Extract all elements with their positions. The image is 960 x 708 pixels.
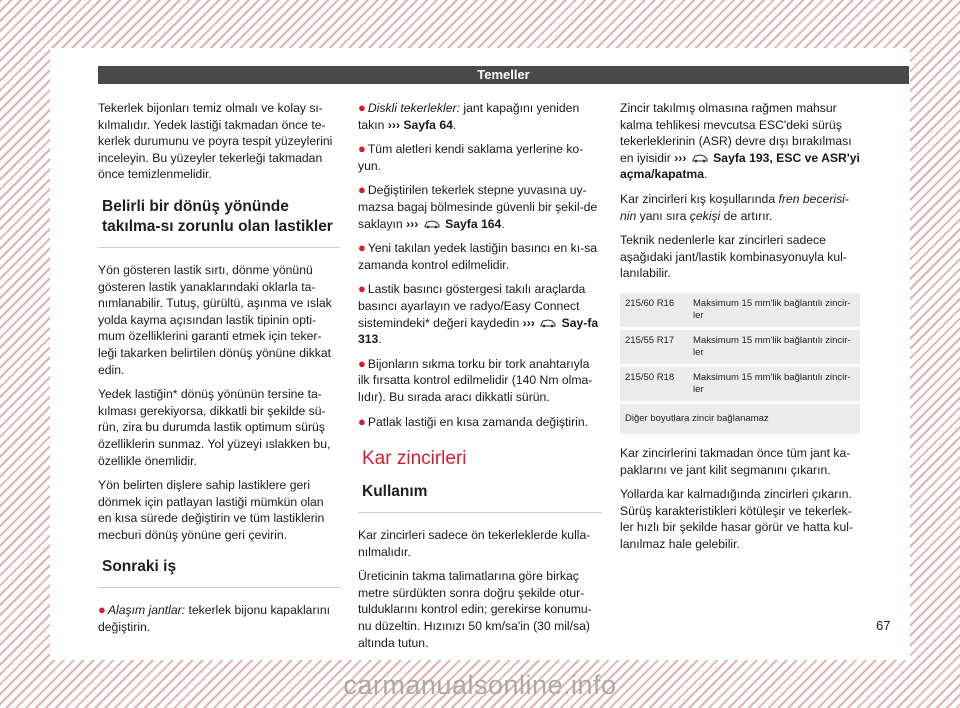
table-row (620, 293, 860, 327)
warning-car-icon (539, 316, 557, 328)
paragraph-text: Zincir takılmış olmasına rağmen mahsur kalma tehlikesi mevcutsa ESC'deki sürüş tekerleklerinin (ASR) devre dışı bırakılması en iyisidir (620, 101, 852, 165)
bullet-icon: ● (358, 141, 366, 157)
bullet-text: Yeni takılan yedek lastiğin basıncı en kı-sa zamanda kontrol edilmelidir. (358, 241, 598, 272)
column-1 (98, 100, 340, 644)
paragraph-text: yanı sıra (636, 208, 690, 223)
bullet-item: ● Diskli tekerlekler: jant kapağını yeniden takın ››› Sayfa 64. (358, 100, 580, 132)
bullet-text: tekerlek bijonu kapaklarını değiştirin. (98, 603, 331, 635)
paragraph: Zincir takılmış olmasına rağmen mahsur kalma tehlikesi mevcutsa ESC'deki sürüş tekerleklerinin (ASR) devre dışı bırakılması en iyisidir ››› Sayfa 193, ESC ve ASR'yi açma/kapatma. (620, 101, 860, 182)
emphasis-text: çekişi (689, 208, 721, 223)
bullet-text: jant kapağını yeniden takın (358, 101, 580, 132)
bullet-term: Diskli tekerlekler: (367, 101, 460, 115)
table-cell-size: 215/55 R17 (620, 330, 688, 364)
table-cell-desc: Maksimum 15 mm'lik bağlantılı zincir-ler (688, 293, 860, 327)
arrow-icon: ››› (406, 216, 419, 231)
warning-car-icon (691, 151, 709, 163)
page-number: 67 (876, 618, 891, 633)
paragraph-text: de artırır. (720, 208, 773, 223)
bullet-term: Alaşım jantlar: (107, 603, 186, 618)
paragraph: Teknik nedenlerle kar zincirleri sadece aşağıdaki jant/lastik kombinasyonuyla kul-lanılabilir. (620, 233, 847, 281)
bullet-icon: ● (358, 240, 366, 256)
bullet-icon: ● (358, 355, 366, 371)
bullet-icon: ● (358, 100, 366, 115)
paragraph: Üreticinin takma talimatlarına göre birkaç metre sürdükten sonra doğru şekilde otur-tulduklarını kontrol edin; gerekirse konumu-nu düzeltin. Hızınızı 50 km/sa'in (30 mil/sa) altında tutun. (358, 569, 592, 650)
table-row (620, 330, 860, 364)
paragraph: Yedek lastiğin* dönüş yönünün tersine ta-kılması gerekiyorsa, dikkatli bir şekilde sü-rün, zira bu durumda lastik optimum sürüş özelliklerin sunmaz. Yol yüzeyi ıslakken bu, özellikle önemlidir. (98, 387, 331, 468)
table-row (620, 367, 860, 401)
section-heading-usage: Kullanım (358, 482, 602, 513)
bullet-item (98, 602, 340, 635)
section-heading-next-steps: Sonraki iş (98, 557, 340, 588)
table-cell-size: 215/60 R16 (620, 293, 688, 327)
manual-page (50, 48, 910, 660)
arrow-icon: ››› (674, 150, 687, 165)
watermark: carmanualsonline.info (343, 670, 617, 700)
table-row (620, 404, 860, 434)
bullet-text: Değiştirilen tekerlek stepne yuvasına uy-mazsa bagaj bölmesinde güvenli bir şekil-de saklayın (358, 183, 598, 231)
page-link[interactable]: Sayfa 193, ESC ve ASR'yi açma/kapatma (620, 150, 860, 182)
bullet-text: Lastik basıncı göstergesi takılı araçlarda basıncı ayarlayın ve radyo/Easy Connect sistemindeki* değeri kaydedin (358, 282, 586, 330)
bullet-icon: ● (358, 281, 366, 297)
bullet-item (358, 141, 602, 174)
bullet-item (358, 240, 602, 273)
bullet-icon: ● (98, 602, 106, 618)
paragraph: Kar zincirlerini takmadan önce tüm jant ka-paklarını ve jant kilit segmanını çıkarın. (620, 445, 851, 477)
table-cell-size: 215/50 R18 (620, 367, 688, 401)
paragraph: Yön gösteren lastik sırtı, dönme yönünü gösteren lastik yanaklarındaki oklarla ta-nımlanabilir. Tutuş, gürültü, aşınma ve ıslak yolda kayma açısından lastik tipinin opti-mum özelliklerini garanti etmek için teker-leği takarken belirtilen dönüş yönüne dikkat edin. (98, 262, 332, 377)
table-cell-desc: Maksimum 15 mm'lik bağlantılı zincir-ler (688, 330, 860, 364)
chapter-heading-snow-chains: Kar zincirleri (362, 448, 467, 470)
paragraph: Yollarda kar kalmadığında zincirleri çıkarın. Sürüş karakteristikleri kötüleşir ve tekerlek-ler hızlı bir şekilde hasar görür ve hatta kul-lanılmaz hale gelebilir. (620, 487, 854, 551)
tyre-chain-table (620, 290, 860, 437)
page-header: Temeller (98, 66, 909, 84)
paragraph: Tekerlek bijonları temiz olmalı ve kolay sı-kılmalıdır. Yedek lastiği takmadan önce te-kerlek durumunu ve poyra tespit yüzeylerini inceleyin. Bu yüzeyler tekerleği takmadan önce temizlenmelidir. (98, 101, 333, 182)
page-link[interactable]: Sayfa 164 (445, 216, 502, 231)
bullet-item (358, 356, 602, 406)
table-cell-desc: Maksimum 15 mm'lik bağlantılı zincir-ler (688, 367, 860, 401)
bullet-item: ● Değiştirilen tekerlek stepne yuvasına uy-mazsa bagaj bölmesinde güvenli bir şekil-de saklayın ››› Sayfa 164. (358, 182, 598, 231)
emphasis-text: fren becerisi-nin (620, 191, 849, 223)
bullet-text: Tüm aletleri kendi saklama yerlerine ko-yun. (358, 142, 584, 173)
warning-car-icon (423, 217, 441, 229)
paragraph: Kar zincirleri sadece ön tekerleklerde kulla-nılmalıdır. (358, 528, 591, 559)
bullet-text: Patlak lastiği en kısa zamanda değiştirin. (367, 414, 589, 429)
bullet-text: Bijonların sıkma torku bir tork anahtarıyla ilk fırsatta kontrol edilmelidir (140 Nm olma-lıdır). Bu sırada aracı dikkatli sürün. (358, 356, 593, 404)
bullet-icon: ● (358, 182, 366, 198)
arrow-icon: ››› (522, 315, 535, 330)
bullet-item (358, 414, 602, 431)
table-footer-cell: Diğer boyutlara zincir bağlanamaz (620, 404, 860, 434)
page-link[interactable]: Sayfa 64 (403, 117, 453, 132)
page-link[interactable]: Say-fa 313 (358, 315, 599, 347)
column-3 (620, 100, 860, 561)
arrow-icon: ››› (387, 117, 401, 132)
bullet-item: ● Lastik basıncı göstergesi takılı araçlarda basıncı ayarlayın ve radyo/Easy Connect sistemindeki* değeri kaydedin ››› Say-fa 313. (358, 281, 599, 347)
section-heading-directional-tyres: Belirli bir dönüş yönünde takılma-sı zorunlu olan lastikler (98, 197, 340, 248)
paragraph (620, 191, 860, 224)
paragraph: Yön belirten dişlere sahip lastiklere geri dönmek için patlayan lastiği mümkün olan en kısa sürede değiştirin ve tüm lastiklerin mecburi dönüş yönüne geri çevirin. (98, 478, 325, 542)
bullet-icon: ● (358, 413, 366, 429)
column-2 (358, 100, 602, 659)
paragraph-text: Kar zincirleri kış koşullarında (620, 191, 779, 206)
